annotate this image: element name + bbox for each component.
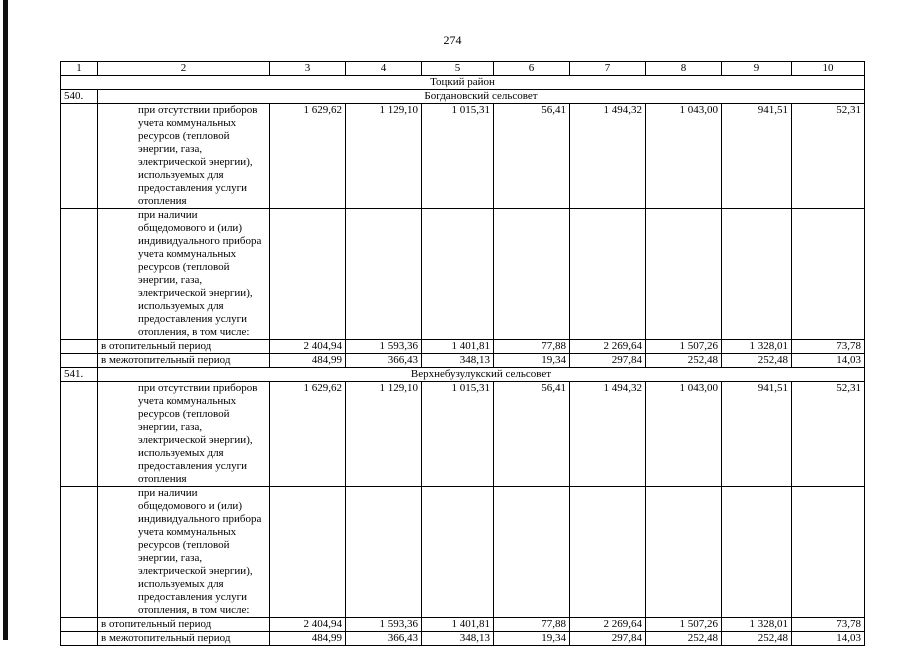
value-cell: 1 494,32 <box>570 104 646 209</box>
value-cell: 348,13 <box>422 354 494 368</box>
value-cell: 252,48 <box>646 354 722 368</box>
page-edge-bar <box>3 0 8 640</box>
section-name: Богдановский сельсовет <box>98 90 865 104</box>
value-cell: 941,51 <box>722 104 792 209</box>
value-cell: 1 593,36 <box>346 618 422 632</box>
row-label: в отопительный период <box>98 340 270 354</box>
column-header: 2 <box>98 62 270 76</box>
column-number-row <box>61 62 865 76</box>
value-cell <box>792 209 865 340</box>
table-row <box>61 340 865 354</box>
value-cell: 1 129,10 <box>346 382 422 487</box>
row-number-cell <box>61 209 98 340</box>
table-row <box>61 487 865 618</box>
table-row <box>61 382 865 487</box>
value-cell: 484,99 <box>270 354 346 368</box>
value-cell: 1 043,00 <box>646 382 722 487</box>
value-cell: 2 404,94 <box>270 618 346 632</box>
value-cell <box>792 487 865 618</box>
column-header: 7 <box>570 62 646 76</box>
value-cell: 1 629,62 <box>270 104 346 209</box>
column-header: 3 <box>270 62 346 76</box>
column-header: 4 <box>346 62 422 76</box>
value-cell: 2 404,94 <box>270 340 346 354</box>
value-cell: 73,78 <box>792 618 865 632</box>
section-number: 540. <box>61 90 98 104</box>
value-cell: 77,88 <box>494 618 570 632</box>
value-cell: 1 507,26 <box>646 618 722 632</box>
value-cell: 366,43 <box>346 354 422 368</box>
section-header-row <box>61 90 865 104</box>
value-cell: 252,48 <box>722 354 792 368</box>
value-cell: 52,31 <box>792 382 865 487</box>
value-cell: 1 401,81 <box>422 618 494 632</box>
table-row <box>61 618 865 632</box>
value-cell <box>646 209 722 340</box>
value-cell: 1 015,31 <box>422 382 494 487</box>
value-cell: 2 269,64 <box>570 618 646 632</box>
row-label: при наличии общедомового и (или) индивидуального прибора учета коммунальных ресурсов (тепловой энергии, газа, электрической энергии), используемых для предоставления услуги отопления, в том числе: <box>98 209 270 340</box>
row-label: в межотопительный период <box>98 632 270 646</box>
row-label: в отопительный период <box>98 618 270 632</box>
column-header: 5 <box>422 62 494 76</box>
row-number-cell <box>61 618 98 632</box>
value-cell: 19,34 <box>494 354 570 368</box>
value-cell <box>722 487 792 618</box>
value-cell: 297,84 <box>570 354 646 368</box>
column-header: 8 <box>646 62 722 76</box>
row-number-cell <box>61 104 98 209</box>
row-number-cell <box>61 354 98 368</box>
table-row <box>61 632 865 646</box>
value-cell: 1 629,62 <box>270 382 346 487</box>
value-cell: 1 593,36 <box>346 340 422 354</box>
value-cell: 1 401,81 <box>422 340 494 354</box>
value-cell: 56,41 <box>494 382 570 487</box>
value-cell: 56,41 <box>494 104 570 209</box>
row-label: в межотопительный период <box>98 354 270 368</box>
value-cell: 252,48 <box>722 632 792 646</box>
value-cell <box>722 209 792 340</box>
value-cell: 297,84 <box>570 632 646 646</box>
value-cell: 1 043,00 <box>646 104 722 209</box>
value-cell <box>494 209 570 340</box>
value-cell: 77,88 <box>494 340 570 354</box>
value-cell <box>422 209 494 340</box>
row-number-cell <box>61 487 98 618</box>
value-cell <box>270 487 346 618</box>
row-label: при наличии общедомового и (или) индивидуального прибора учета коммунальных ресурсов (тепловой энергии, газа, электрической энергии), используемых для предоставления услуги отопления, в том числе: <box>98 487 270 618</box>
section-name: Верхнебузулукский сельсовет <box>98 368 865 382</box>
column-header: 10 <box>792 62 865 76</box>
table-row <box>61 354 865 368</box>
value-cell <box>646 487 722 618</box>
district-row <box>61 76 865 90</box>
column-header: 6 <box>494 62 570 76</box>
value-cell: 73,78 <box>792 340 865 354</box>
value-cell: 1 129,10 <box>346 104 422 209</box>
value-cell <box>422 487 494 618</box>
row-label: при отсутствии приборов учета коммунальных ресурсов (тепловой энергии, газа, электрической энергии), используемых для предоставления услуги отопления <box>98 104 270 209</box>
value-cell <box>570 487 646 618</box>
value-cell: 19,34 <box>494 632 570 646</box>
table-row <box>61 209 865 340</box>
section-header-row <box>61 368 865 382</box>
value-cell: 484,99 <box>270 632 346 646</box>
value-cell: 1 507,26 <box>646 340 722 354</box>
district-name: Тоцкий район <box>61 76 865 90</box>
tariff-table <box>60 61 865 646</box>
column-header: 9 <box>722 62 792 76</box>
value-cell: 14,03 <box>792 354 865 368</box>
value-cell: 14,03 <box>792 632 865 646</box>
page-number: 274 <box>443 33 462 47</box>
row-number-cell <box>61 340 98 354</box>
row-number-cell <box>61 382 98 487</box>
value-cell <box>346 209 422 340</box>
row-number-cell <box>61 632 98 646</box>
value-cell <box>570 209 646 340</box>
value-cell <box>494 487 570 618</box>
table-row <box>61 104 865 209</box>
value-cell: 1 494,32 <box>570 382 646 487</box>
value-cell: 1 015,31 <box>422 104 494 209</box>
value-cell: 52,31 <box>792 104 865 209</box>
value-cell: 941,51 <box>722 382 792 487</box>
value-cell <box>346 487 422 618</box>
value-cell: 366,43 <box>346 632 422 646</box>
row-label: при отсутствии приборов учета коммунальных ресурсов (тепловой энергии, газа, электрической энергии), используемых для предоставления услуги отопления <box>98 382 270 487</box>
value-cell: 252,48 <box>646 632 722 646</box>
value-cell: 2 269,64 <box>570 340 646 354</box>
value-cell: 348,13 <box>422 632 494 646</box>
column-header: 1 <box>61 62 98 76</box>
section-number: 541. <box>61 368 98 382</box>
value-cell <box>270 209 346 340</box>
value-cell: 1 328,01 <box>722 340 792 354</box>
value-cell: 1 328,01 <box>722 618 792 632</box>
